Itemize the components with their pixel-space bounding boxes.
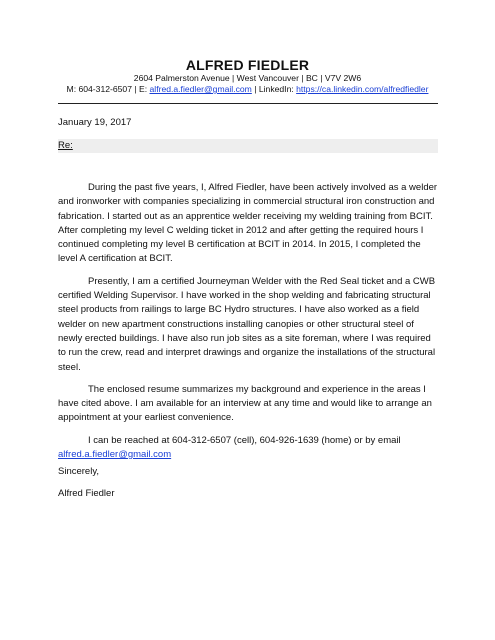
subject-label: Re:	[58, 140, 73, 151]
linkedin-link[interactable]: https://ca.linkedin.com/alfredfiedler	[296, 84, 429, 94]
sender-address: 2604 Palmerston Avenue | West Vancouver | BC | V7V 2W6	[133, 73, 362, 83]
header-divider	[58, 103, 438, 104]
closing-salutation: Sincerely,	[58, 466, 100, 477]
letter-body	[58, 181, 438, 470]
letter-date: January 19, 2017	[58, 117, 132, 128]
subject-line	[58, 139, 438, 153]
body-paragraph: The enclosed resume summarizes my background and experience in the areas I have cited above. I am available for an interview at any time and would like to arrange an appointment at your earliest convenience.	[58, 383, 432, 424]
contact-phone-prefix: M: 604-312-6507 | E:	[66, 84, 150, 94]
sender-contact-line	[0, 84, 495, 94]
contact-paragraph	[58, 434, 438, 463]
body-paragraph: During the past five years, I, Alfred Fiedler, have been actively involved as a welder and ironworker with companies specializing in commercial structural iron construction and fabrication. I started out as an apprentice welder receiving my welding training from BCIT. After completing my level C welding ticket in 2012 and after getting the required hours I continued completing my level B certification at BCIT in 2014. In 2015, I completed the level A certification at BCIT.	[58, 182, 438, 265]
signature-name: Alfred Fiedler	[58, 488, 115, 499]
sender-name: ALFRED FIEDLER	[185, 57, 310, 73]
header-email-link[interactable]: alfred.a.fiedler@gmail.com	[149, 84, 252, 94]
body-paragraph: Presently, I am a certified Journeyman Welder with the Red Seal ticket and a CWB certified Welding Supervisor. I have worked in the shop welding and fabricating structural steel products from railings to large BC Hydro structures. I have also worked as a field welder on new apartment constructions installing canopies or other structural steel of newly erected buildings. I have also run job sites as a site foreman, where I was required to run the crew, read and interpret drawings and organize the installations of the structural steel.	[58, 275, 436, 373]
contact-linkedin-prefix: | LinkedIn:	[251, 84, 297, 94]
contact-paragraph-text: I can be reached at 604-312-6507 (cell), 604-926-1639 (home) or by email	[88, 434, 401, 446]
body-email-link[interactable]: alfred.a.fiedler@gmail.com	[58, 449, 172, 461]
